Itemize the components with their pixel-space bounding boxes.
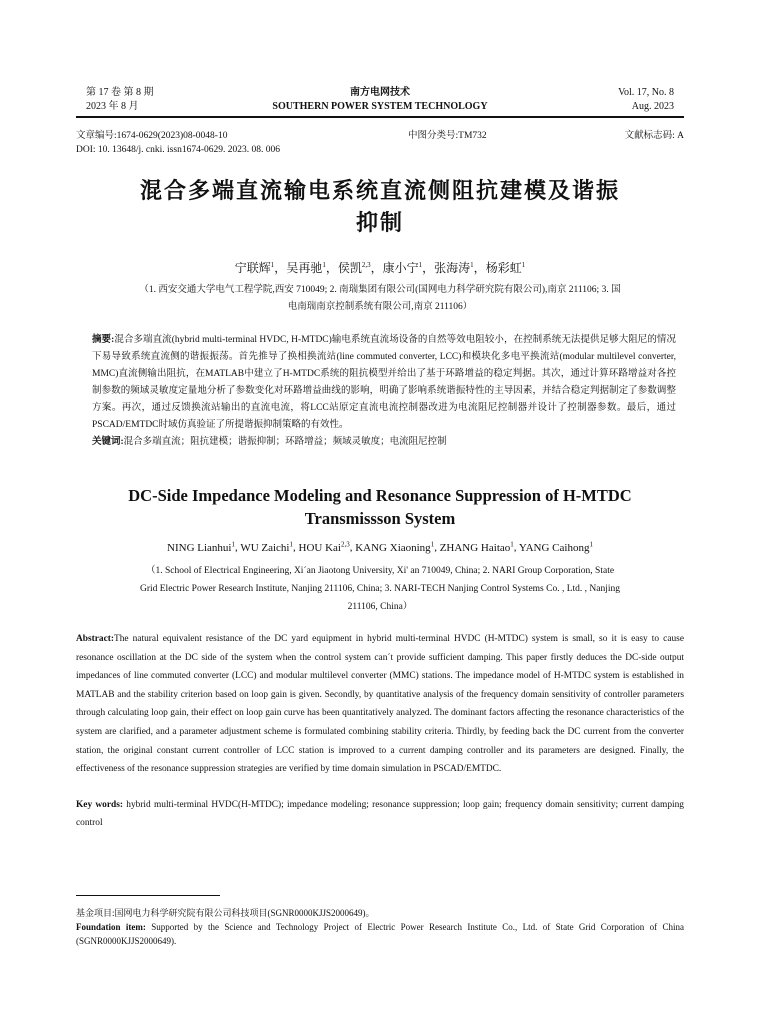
funding-cn-text: 国网电力科学研究院有限公司科技项目(SGNR0000KJJS2000649)。 (114, 908, 375, 918)
author-affiliation-mark: 1 (270, 261, 275, 269)
author-name: YANG Caihong (518, 541, 590, 554)
header-center (86, 86, 674, 114)
author-name: ZHANG Haitao (439, 541, 511, 554)
title-en-line2: Transmissson System (304, 509, 456, 528)
article-number: 文章编号:1674-0629(2023)08-0048-10 (76, 131, 228, 141)
keywords-en (76, 796, 684, 832)
keywords-en-label: Key words: (76, 800, 123, 810)
author-name: 康小宁 (382, 261, 419, 275)
author (383, 261, 423, 275)
author-name: 吴再驰 (286, 261, 323, 275)
document-code: 文献标志码: A (624, 131, 684, 141)
abstract-en-text: The natural equivalent resistance of the DC yard equipment in hybrid multi-terminal HVDC (H-MTDC) system is small, so it is easy to cause resonance oscillation at the DC side of the system when the control system can´t provide sufficient damping. This paper firstly deduces the DC-side output impedances of line commuted converter (LCC) and modular multilevel converter (MMC) stations. The impedance model of H-MTDC system is established in MATLAB and the stability criterion based on loop gain is given. Secondly, by quantitative analysis of the frequency domain sensitivity of controller parameters through calculating loop gain, their effect on loop gain curve has been quantitatively analyzed. The dominant factors affecting the resonance characteristics of the system are clarified, and a parameter adjustment scheme is formulated combining stability criteria. Thirdly, by feeding back the DC current from the converter station, the original constant current controller of LCC station is improved to a current damping controller and its parameters are designed. Finally, the effectiveness of the resonance suppression strategies are verified by time domain simulation in PSCAD/EMTDC. (76, 634, 684, 775)
funding-cn (76, 906, 684, 920)
author-name: KANG Xiaoning (355, 541, 431, 554)
author (355, 542, 434, 554)
funding-en-label: Foundation item: (76, 922, 146, 932)
affiliation-en-line3: 211106, China） (347, 602, 413, 612)
abstract-cn-body (92, 332, 676, 434)
author (338, 261, 371, 275)
article-meta (76, 127, 684, 141)
author-affiliation-mark: 1 (231, 540, 235, 548)
author-affiliation-mark: 1 (510, 540, 514, 548)
footnote (76, 906, 684, 948)
author (286, 261, 326, 275)
author-affiliation-mark: 1 (430, 540, 435, 548)
keywords-cn (92, 434, 676, 451)
volume-cn: 第 17 卷 第 8 期 (86, 87, 154, 98)
author (240, 542, 293, 554)
funding-cn-label: 基金项目: (76, 908, 115, 918)
author-name: 宁联辉 (234, 261, 271, 275)
affiliations-cn (86, 282, 674, 316)
author (299, 542, 350, 554)
keywords-en-text: hybrid multi-terminal HVDC(H-MTDC); impedance modeling; resonance suppression; loop gain; frequency domain sensitivity; current damping control (76, 800, 684, 828)
author-list-cn: 宁联辉$^1$，吴再驰$^1$，侯凯$^{2,3}$，康小宁$^1$，张海涛$^1$，杨彩虹$^1$ (234, 261, 526, 275)
author (440, 542, 514, 554)
author (235, 261, 275, 275)
header-right (618, 86, 674, 114)
title-cn-line1: 混合多端直流输电系统直流侧阻抗建模及谐振 (139, 179, 620, 204)
author-name: NING Lianhui (167, 541, 232, 554)
author-name: 侯凯 (337, 261, 362, 275)
journal-name-en: SOUTHERN POWER SYSTEM TECHNOLOGY (272, 101, 488, 112)
title-en (76, 484, 684, 530)
author-affiliation-mark: 1 (521, 261, 526, 269)
abstract-cn-label: 摘要: (92, 335, 115, 345)
header-rule (76, 116, 684, 118)
author-affiliation-mark: 2,3 (361, 261, 371, 269)
author-name: 张海涛 (434, 261, 471, 275)
date-en: Aug. 2023 (631, 101, 674, 112)
affiliations-en (84, 562, 676, 616)
journal-name-cn: 南方电网技术 (350, 87, 410, 98)
abstract-en (76, 630, 684, 779)
footnote-rule (76, 895, 220, 896)
author-name: WU Zaichi (240, 541, 290, 554)
affiliation-en-line1: （1. School of Electrical Engineering, Xi´an Jiaotong University, Xi' an 710049, China; 2. NARI Group Corporation, State (145, 566, 615, 576)
doi[interactable]: DOI: 10. 13648/j. cnki. issn1674-0629. 2023. 08. 006 (76, 145, 280, 155)
author-affiliation-mark: 1 (322, 261, 326, 269)
author (434, 261, 474, 275)
abstract-cn (92, 332, 676, 451)
running-header (86, 86, 674, 116)
author-affiliation-mark: 1 (289, 540, 293, 548)
author-name: HOU Kai (298, 541, 341, 554)
abstract-en-label: Abstract: (76, 634, 115, 644)
funding-en-text: Supported by the Science and Technology Project of Electric Power Research Institute Co., Ltd. of State Grid Corporation of China (SGNR0000KJJS2000649). (76, 922, 685, 946)
author-name: 杨彩虹 (485, 261, 522, 275)
volume-en: Vol. 17, No. 8 (618, 87, 674, 98)
author (486, 261, 526, 275)
author-list-en: NING Lianhui$^1$, WU Zaichi$^1$, HOU Kai$^{2,3}$, KANG Xiaoning$^1$, ZHANG Haitao$^1$, YANG Caihong$^1$ (167, 540, 593, 554)
abstract-cn-text: 混合多端直流(hybrid multi-terminal HVDC, H-MTDC)输电系统直流场设备的自然等效电阻较小，在控制系统无法提供足够大阻尼的情况下易导致系统直流侧的谐振振荡。首先推导了换相换流站(line commuted converter, LCC)和模块化多电平换流站(modular multilevel converter, MMC)直流侧输出阻抗，在MATLAB中建立了H-MTDC系统的阻抗模型并给出了基于环路增益的稳定判据。其次，通过计算环路增益对各控制参数的频域灵敏度定量地分析了参数变化对环路增益曲线的影响，明确了影响系统谐振特性的主导因素，并结合稳定判据制定了参数调整方案。再次，通过反馈换流站输出的直流电流，将LCC站原定直流电流控制器改进为电流阻尼控制器并设计了控制器参数。最后，通过PSCAD/EMTDC时域仿真验证了所提谐振抑制策略的有效性。 (92, 335, 676, 430)
date-cn: 2023 年 8 月 (86, 101, 139, 112)
title-cn-line2: 抑制 (355, 211, 404, 236)
affiliation-cn-line2: 电南瑞南京控制系统有限公司,南京 211106） (287, 302, 473, 312)
title-cn (76, 176, 684, 240)
clc-number: 中图分类号:TM732 (408, 131, 487, 141)
author (519, 542, 593, 554)
author (167, 542, 235, 554)
author-affiliation-mark: 1 (418, 261, 423, 269)
funding-en (76, 920, 684, 948)
title-en-line1: DC-Side Impedance Modeling and Resonance Suppression of H-MTDC (128, 486, 632, 505)
affiliation-cn-line1: （1. 西安交通大学电气工程学院,西安 710049; 2. 南瑞集团有限公司(国网电力科学研究院有限公司),南京 211106; 3. 国 (139, 285, 621, 295)
author-affiliation-mark: 1 (470, 261, 474, 269)
keywords-cn-label: 关键词: (92, 437, 124, 447)
affiliation-en-line2: Grid Electric Power Research Institute, Nanjing 211106, China; 3. NARI-TECH Nanjing Control Systems Co. , Ltd. , Nanjing (139, 584, 621, 594)
author-affiliation-mark: 1 (589, 540, 593, 548)
author-affiliation-mark: 2,3 (340, 540, 350, 548)
keywords-cn-text: 混合多端直流；阻抗建模；谐振抑制；环路增益；频域灵敏度；电流阻尼控制 (123, 437, 447, 447)
